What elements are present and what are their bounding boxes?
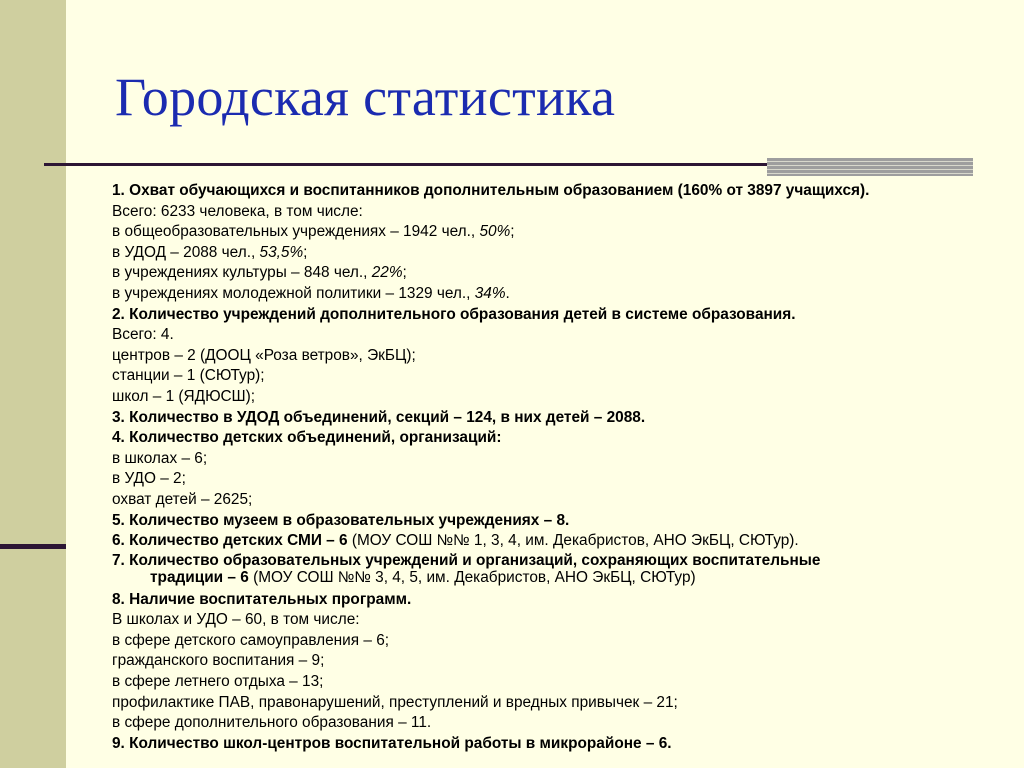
item-8-summer: в сфере летнего отдыха – 13; [112, 673, 324, 691]
item-4-udo: в УДО – 2; [112, 470, 186, 488]
item-2-centers: центров – 2 (ДООЦ «Роза ветров», ЭкБЦ); [112, 346, 416, 364]
slide-title: Городская статистика [115, 67, 616, 127]
decorative-stripe-block [767, 158, 973, 176]
sidebar-divider-mark [0, 544, 66, 549]
item-1-heading: 1. Охват обучающихся и воспитанников дополнительным образованием (160% от 3897 учащихся). [112, 182, 870, 199]
item-8-total: В школах и УДО – 60, в том числе: [112, 611, 360, 629]
item-2-total: Всего: 4. [112, 326, 174, 344]
item-1-udod: в УДОД – 2088 чел., 53,5%; [112, 243, 308, 261]
item-2-schools: школ – 1 (ЯДЮСШ); [112, 387, 256, 405]
item-1-culture: в учреждениях культуры – 848 чел., 22%; [112, 264, 407, 282]
item-1-total: Всего: 6233 человека, в том числе: [112, 202, 363, 220]
item-2-heading: 2. Количество учреждений дополнительного образования детей в системе образования. [112, 305, 796, 323]
item-8-heading: 8. Наличие воспитательных программ. [112, 590, 412, 608]
item-7-heading: 7. Количество образовательных учреждений и организаций, сохраняющих воспитательные [112, 551, 821, 569]
item-8-self-government: в сфере детского самоуправления – 6; [112, 631, 390, 649]
item-8-civic: гражданского воспитания – 9; [112, 652, 325, 670]
item-6-heading: 6. Количество детских СМИ – 6 (МОУ СОШ №№ 1, 3, 4, им. Декабристов, АНО ЭкБЦ, СЮТур). [112, 532, 799, 550]
item-4-schools: в школах – 6; [112, 449, 208, 467]
sidebar-decoration [0, 0, 66, 768]
item-8-additional-education: в сфере дополнительного образования – 11. [112, 714, 432, 732]
item-4-heading: 4. Количество детских объединений, организаций: [112, 429, 502, 447]
item-2-stations: станции – 1 (СЮТур); [112, 367, 265, 385]
item-5-heading: 5. Количество музеем в образовательных учреждениях – 8. [112, 511, 570, 529]
item-9-heading: 9. Количество школ-центров воспитательной работы в микрорайоне – 6. [112, 734, 672, 752]
item-4-coverage: охват детей – 2625; [112, 490, 253, 508]
item-7-continuation: традиции – 6 (МОУ СОШ №№ 3, 4, 5, им. Декабристов, АНО ЭкБЦ, СЮТур) [150, 568, 696, 586]
slide-body [112, 181, 992, 754]
item-3-heading: 3. Количество в УДОД объединений, секций – 124, в них детей – 2088. [112, 408, 646, 426]
item-1-youth-policy: в учреждениях молодежной политики – 1329 чел., 34%. [112, 284, 510, 302]
item-8-prevention: профилактике ПАВ, правонарушений, преступлений и вредных привычек – 21; [112, 693, 678, 711]
item-1-schools: в общеобразовательных учреждениях – 1942 чел., 50%; [112, 223, 515, 241]
